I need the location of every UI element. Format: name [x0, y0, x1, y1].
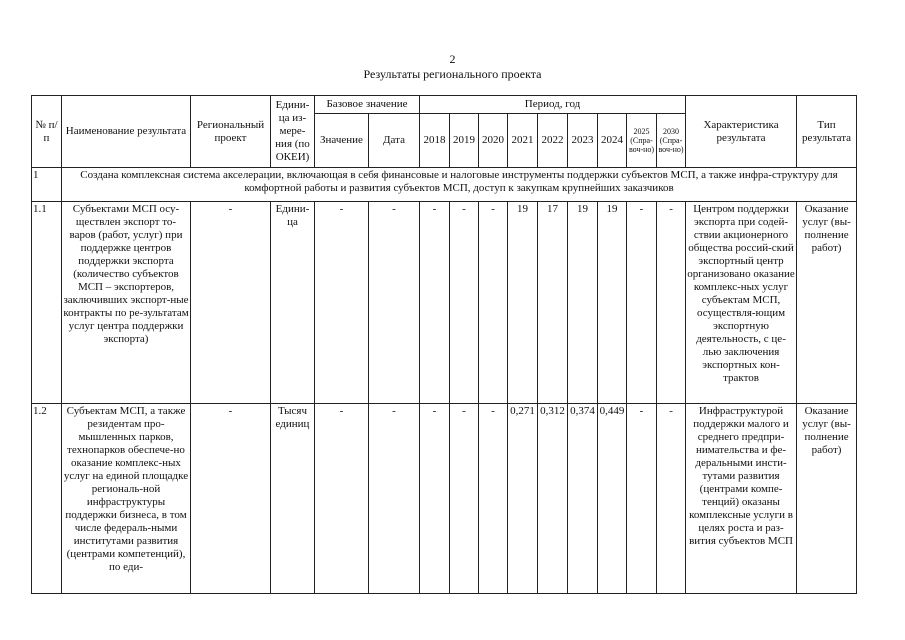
row-year-value: 19 [598, 202, 627, 404]
row-year-value: 0,271 [508, 404, 538, 594]
row-unit: Едини-ца [271, 202, 315, 404]
results-table [31, 95, 857, 594]
row-type: Оказание услуг (вы-полнение работ) [797, 202, 857, 404]
header-year-2030: 2030 (Спра-воч-но) [657, 114, 686, 168]
row-name: Субъектами МСП осу-ществлен экспорт то-варов (работ, услуг) при поддержке центров поддержки экспорта (количество субъектов МСП – экспортеров, заключивших экспорт-ные контракты по ре-зультатам услуг центра поддержки экспорта) [62, 202, 191, 404]
section-num: 1 [32, 168, 62, 202]
row-year-2025: - [627, 404, 657, 594]
header-year: 2021 [508, 114, 538, 168]
header-period: Период, год [420, 96, 686, 114]
row-value: - [315, 202, 369, 404]
header-row-top [32, 96, 857, 114]
row-year-2025: - [627, 202, 657, 404]
row-num: 1.2 [32, 404, 62, 594]
row-year-value: - [450, 202, 479, 404]
section-text: Создана комплексная система акселерации, включающая в себя финансовые и налоговые инструменты поддержки субъектов МСП, а также инфра-структуру для комфортной работы и развития субъектов МСП, доступ к закупкам крупнейших заказчиков [62, 168, 857, 202]
header-year: 2022 [538, 114, 568, 168]
header-characteristic: Характеристика результата [686, 96, 797, 168]
header-year-2025: 2025 (Спра-воч-но) [627, 114, 657, 168]
header-year: 2024 [598, 114, 627, 168]
row-year-2030: - [657, 404, 686, 594]
page-title: Результаты регионального проекта [363, 67, 542, 81]
table-row [32, 202, 857, 404]
row-characteristic: Инфраструктурой поддержки малого и среднего предпри-нимательства и фе-деральными инсти-тутами развития (центрами компе-тенций) оказаны комплексные услуги в целях роста и раз-вития субъектов МСП [686, 404, 797, 594]
row-year-2030: - [657, 202, 686, 404]
row-year-value: 17 [538, 202, 568, 404]
row-date: - [369, 202, 420, 404]
row-year-value: 0,312 [538, 404, 568, 594]
header-unit: Едини-ца из-мере-ния (по ОКЕИ) [271, 96, 315, 168]
row-year-value: - [420, 404, 450, 594]
row-year-value: - [420, 202, 450, 404]
row-year-value: 0,449 [598, 404, 627, 594]
row-year-value: - [479, 202, 508, 404]
header-project: Региональный проект [191, 96, 271, 168]
header-year: 2023 [568, 114, 598, 168]
row-unit: Тысяч единиц [271, 404, 315, 594]
header-baseline: Базовое значение [315, 96, 420, 114]
row-project: - [191, 202, 271, 404]
header-num: № п/п [32, 96, 62, 168]
row-type: Оказание услуг (вы-полнение работ) [797, 404, 857, 594]
row-year-value: 19 [508, 202, 538, 404]
row-year-value: 0,374 [568, 404, 598, 594]
row-project: - [191, 404, 271, 594]
row-characteristic: Центром поддержки экспорта при содей-ствии акционерного общества россий-ский экспортный центр организовано оказание комплекс-ных услуг субъектам МСП, осуществля-ющим экспортную деятельность, с це-лью заключения экспортных кон-трактов [686, 202, 797, 404]
header-value: Значение [315, 114, 369, 168]
row-year-value: 19 [568, 202, 598, 404]
section-row [32, 168, 857, 202]
header-year: 2018 [420, 114, 450, 168]
header-name: Наименование результата [62, 96, 191, 168]
row-num: 1.1 [32, 202, 62, 404]
header-year: 2019 [450, 114, 479, 168]
row-year-value: - [479, 404, 508, 594]
header-date: Дата [369, 114, 420, 168]
row-date: - [369, 404, 420, 594]
row-name: Субъектам МСП, а также резидентам про-мышленных парков, технопарков обеспече-но оказание комплекс-ных услуг на единой площадке региональ-ной инфраструктуры поддержки бизнеса, в том числе федераль-ными институтами развития (центрами компетенций), по еди- [62, 404, 191, 594]
table-row [32, 404, 857, 594]
page-number: 2 [449, 52, 456, 66]
header-year: 2020 [479, 114, 508, 168]
row-year-value: - [450, 404, 479, 594]
row-value: - [315, 404, 369, 594]
header-type: Тип результата [797, 96, 857, 168]
